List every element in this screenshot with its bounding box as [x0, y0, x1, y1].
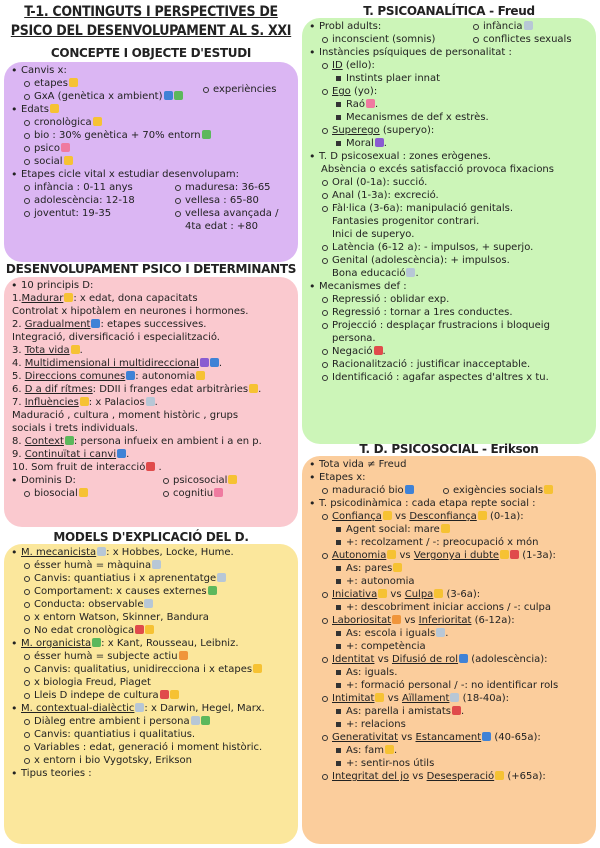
stage-3: Iniciativa vs Culpa (3-6a): [321, 588, 590, 601]
stage-1: Confiança vs Desconfiança (0-1a): [321, 510, 590, 523]
list-item: Fàl·lica (3-6a): manipulació genitals. [321, 202, 590, 215]
list-item: Diàleg entre ambient i persona [23, 715, 292, 728]
emoji-icon [152, 560, 161, 569]
text-absencia: Absència o excés satisfacció provoca fixacions [321, 164, 554, 175]
list-item: biosocial [23, 487, 162, 500]
list-item: Conducta: observable [23, 598, 292, 611]
emoji-icon [92, 638, 101, 647]
principle-1-detail: Controlat x hipotàlem en neurones i hormones. [12, 306, 249, 317]
emoji-icon [210, 358, 219, 367]
emoji-icon [387, 550, 396, 559]
emoji-icon [65, 436, 74, 445]
list-item: Agent social: mare [335, 523, 590, 536]
emoji-icon [170, 690, 179, 699]
list-item: ID (ello): [321, 59, 590, 72]
list-item: As: iguals. [335, 666, 590, 679]
principle-10: 10. Som fruit de interacció . [12, 462, 162, 473]
list-item: Lleis D indepe de cultura [23, 689, 292, 702]
list-item: exigències socials [442, 484, 590, 497]
emoji-icon [80, 397, 89, 406]
emoji-icon [544, 485, 553, 494]
main-title-line-1: T-1. CONTINGUTS I PERSPECTIVES DE [24, 4, 278, 20]
emoji-icon [71, 345, 80, 354]
list-item: • 10 principis D: [10, 279, 292, 292]
list-item: GxA (genètica x ambient) [23, 90, 202, 103]
emoji-icon [524, 21, 533, 30]
list-item: vellesa : 65-80 [174, 194, 292, 207]
principle-1: 1.Madurar : x edat, dona capacitats [12, 293, 198, 304]
emoji-icon [366, 99, 375, 108]
emoji-icon [375, 693, 384, 702]
emoji-icon [146, 397, 155, 406]
emoji-icon [97, 547, 106, 556]
list-item: • Tipus teories : [10, 767, 292, 780]
emoji-icon [228, 475, 237, 484]
list-item: • Etapes cicle vital x estudiar desenvolupam: [10, 168, 292, 181]
list-item: joventut: 19-35 [23, 207, 174, 220]
list-item: Variables : edat, generació i moment històric. [23, 741, 292, 754]
list-item: • T. D psicosexual : zones erògenes. [308, 150, 590, 163]
emoji-icon [253, 664, 262, 673]
list-item: Negació . [321, 345, 590, 358]
list-item: Canvis: quantiatius i x aprenentatge [23, 572, 292, 585]
list-item: • M. organicista : x Kant, Rousseau, Leibniz. [10, 637, 292, 650]
emoji-icon [441, 524, 450, 533]
principle-4: 4. Multidimensional i multidireccional . [12, 358, 223, 369]
list-item: Fantasies progenitor contrari. [332, 216, 480, 227]
emoji-icon [434, 589, 443, 598]
list-item: persona. [332, 333, 376, 344]
list-item: bio : 30% genètica + 70% entorn [23, 129, 292, 142]
principle-2-detail: Integració, diversificació i especialització. [12, 332, 220, 343]
list-item: x entorn Watson, Skinner, Bandura [23, 611, 292, 624]
emoji-icon [393, 563, 402, 572]
principle-3: 3. Tota vida . [12, 345, 83, 356]
emoji-icon [126, 371, 135, 380]
list-item: Projecció : desplaçar frustracions i bloqueig [321, 319, 590, 332]
list-item: 4ta edat : +80 [185, 221, 258, 232]
dna-icon [164, 91, 173, 100]
emoji-icon [510, 550, 519, 559]
principle-7-detail-2: socials i trets individuals. [12, 423, 139, 434]
list-item: +: recolzament / -: preocupació x món [335, 536, 590, 549]
list-item: Canvis: quantiatius i qualitatius. [23, 728, 292, 741]
section-title-psicosocial: T. D. PSICOSOCIAL - Erikson [359, 442, 539, 456]
list-item: psico [23, 142, 292, 155]
list-item: • Instàncies psíquiques de personalitat : [308, 46, 590, 59]
list-item: inconscient (somnis) [321, 33, 472, 46]
list-item: adolescència: 12-18 [23, 194, 174, 207]
emoji-icon [378, 589, 387, 598]
face-icon [93, 117, 102, 126]
principle-7: 7. Influències : x Palacios . [12, 397, 158, 408]
emoji-icon [79, 488, 88, 497]
emoji-icon [145, 625, 154, 634]
emoji-icon [459, 654, 468, 663]
handshake-icon [64, 156, 73, 165]
section-title-desenvolupament: DESENVOLUPAMENT PSICO I DETERMINANTS [5, 262, 297, 276]
list-item: Anal (1-3a): excreció. [321, 189, 590, 202]
brain-icon [61, 143, 70, 152]
emoji-icon [201, 716, 210, 725]
list-item: Latència (6-12 a): - impulsos, + superjo. [321, 241, 590, 254]
emoji-icon [436, 628, 445, 637]
emoji-icon [217, 573, 226, 582]
list-item: Comportament: x causes externes [23, 585, 292, 598]
list-item: • Canvis x: [10, 64, 292, 77]
list-item: Instints plaer innat [335, 72, 590, 85]
list-item: Oral (0-1a): succió. [321, 176, 590, 189]
list-item: Ego (yo): [321, 85, 590, 98]
list-item: Racionalització : justificar inacceptable. [321, 358, 590, 371]
list-item: Inici de superyo. [332, 229, 415, 240]
list-item: • M. mecanicista : x Hobbes, Locke, Hume. [10, 546, 292, 559]
stage-6: Intimitat vs Aïllament (18-40a): [321, 692, 590, 705]
list-item: conflictes sexuals [472, 33, 590, 46]
list-item: • M. contextual-dialèctic : x Darwin, Hegel, Marx. [10, 702, 292, 715]
list-item: cronològica [23, 116, 292, 129]
section-title-psicoanalitica: T. PSICOANALÍTICA - Freud [363, 4, 535, 18]
panel-models [4, 544, 298, 844]
stage-5: Identitat vs Difusió de rol (adolescència): [321, 653, 590, 666]
hourglass-icon [50, 104, 59, 113]
list-item: Raó . [335, 98, 590, 111]
list-item: Mecanismes de def x estrès. [335, 111, 590, 124]
list-item: Moral . [335, 137, 590, 150]
section-title-models: MODELS D'EXPLICACIÓ DEL D. [53, 530, 249, 544]
principle-5: 5. Direccions comunes : autonomia [10, 370, 292, 383]
list-item: Genital (adolescència): + impulsos. [321, 254, 590, 267]
principle-7-detail: Maduració , cultura , moment històric , grups [12, 410, 239, 421]
list-item: As: parella i amistats . [335, 705, 590, 718]
panel-concepte [4, 62, 298, 262]
emoji-icon [200, 358, 209, 367]
emoji-icon [375, 138, 384, 147]
emoji-icon [374, 346, 383, 355]
emoji-icon [405, 485, 414, 494]
emoji-icon [495, 771, 504, 780]
emoji-icon [406, 268, 415, 277]
list-item: social [23, 155, 292, 168]
list-item: Identificació : agafar aspectes d'altres x tu. [321, 371, 590, 384]
list-item: infància [472, 20, 590, 33]
list-item: maduresa: 36-65 [174, 181, 292, 194]
emoji-icon [191, 716, 200, 725]
main-title-line-2: PSICO DEL DESENVOLUPAMENT AL S. XXI [10, 23, 292, 39]
list-item: x biologia Freud, Piaget [23, 676, 292, 689]
list-item: • Etapes x: [308, 471, 590, 484]
list-item: +: relacions [335, 718, 590, 731]
emoji-icon [500, 550, 509, 559]
principle-2: 2. Gradualment : etapes successives. [12, 319, 207, 330]
list-item: Superego (superyo): [321, 124, 590, 137]
list-item: maduració bio [321, 484, 442, 497]
list-item: No edat cronològica [23, 624, 292, 637]
list-item: Regressió : tornar a 1res conductes. [321, 306, 590, 319]
list-item: • Mecanismes def : [308, 280, 590, 293]
main-title [4, 3, 298, 41]
list-item: psicosocial [162, 474, 292, 487]
emoji-icon [196, 371, 205, 380]
panel-desenvolupament [4, 277, 298, 527]
list-item: x entorn i bio Vygotsky, Erikson [23, 754, 292, 767]
stage-2: Autonomia vs Vergonya i dubte (1-3a): [321, 549, 590, 562]
globe-icon [174, 91, 183, 100]
list-item: etapes [23, 77, 202, 90]
principle-8: 8. Context : persona infueix en ambient i a en p. [12, 436, 262, 447]
emoji-icon [392, 615, 401, 624]
emoji-icon [160, 690, 169, 699]
list-item: experiències [202, 83, 292, 96]
principle-6: 6. D a dif rítmes: DDII i franges edat arbitràries . [12, 384, 262, 395]
emoji-icon [450, 693, 459, 702]
emoji-icon [385, 745, 394, 754]
emoji-icon [214, 488, 223, 497]
list-item: Repressió : oblidar exp. [321, 293, 590, 306]
list-item: cognitiu [162, 487, 292, 500]
list-item: As: pares [335, 562, 590, 575]
stage-7: Generativitat vs Estancament (40-65a): [321, 731, 590, 744]
list-item: ésser humà = subjecte actiu [23, 650, 292, 663]
stage-4: Laboriositat vs Inferioritat (6-12a): [321, 614, 590, 627]
list-item: infància : 0-11 anys [23, 181, 174, 194]
hourglass-icon [69, 78, 78, 87]
emoji-icon [179, 651, 188, 660]
list-item: • Edats [10, 103, 292, 116]
panel-psicosocial [302, 456, 596, 844]
list-item: +: descobriment iniciar accions / -: culpa [335, 601, 590, 614]
list-item: ésser humà = màquina [23, 559, 292, 572]
emoji-icon [383, 511, 392, 520]
list-item: • Tota vida ≠ Freud [308, 458, 590, 471]
emoji-icon [249, 384, 258, 393]
section-title-concepte: CONCEPTE I OBJECTE D'ESTUDI [50, 46, 252, 60]
emoji-icon [478, 511, 487, 520]
emoji-icon [135, 625, 144, 634]
list-item: • T. psicodinàmica : cada etapa repte social : [308, 497, 590, 510]
list-item: • Probl adults: [308, 20, 472, 33]
list-item: Bona educació . [332, 268, 419, 279]
globe-icon [202, 130, 211, 139]
emoji-icon [144, 599, 153, 608]
list-item: vellesa avançada / [174, 207, 292, 220]
emoji-icon [64, 293, 73, 302]
list-item: Canvis: qualitatius, unidirecciona i x etapes [23, 663, 292, 676]
emoji-icon [208, 586, 217, 595]
panel-psicoanalitica [302, 18, 596, 444]
list-item: +: competència [335, 640, 590, 653]
list-item: As: escola i iguals . [335, 627, 590, 640]
list-item: +: formació personal / -: no identificar rols [335, 679, 590, 692]
emoji-icon [117, 449, 126, 458]
emoji-icon [452, 706, 461, 715]
list-item: As: fam . [335, 744, 590, 757]
list-item: +: sentir-nos útils [335, 757, 590, 770]
principle-9: 9. Continuïtat i canvi . [12, 449, 130, 460]
list-item: +: autonomia [335, 575, 590, 588]
emoji-icon [482, 732, 491, 741]
stage-8: Integritat del jo vs Desesperació (+65a): [321, 770, 590, 783]
emoji-icon [146, 462, 155, 471]
list-item: • Dominis D: [10, 474, 162, 487]
